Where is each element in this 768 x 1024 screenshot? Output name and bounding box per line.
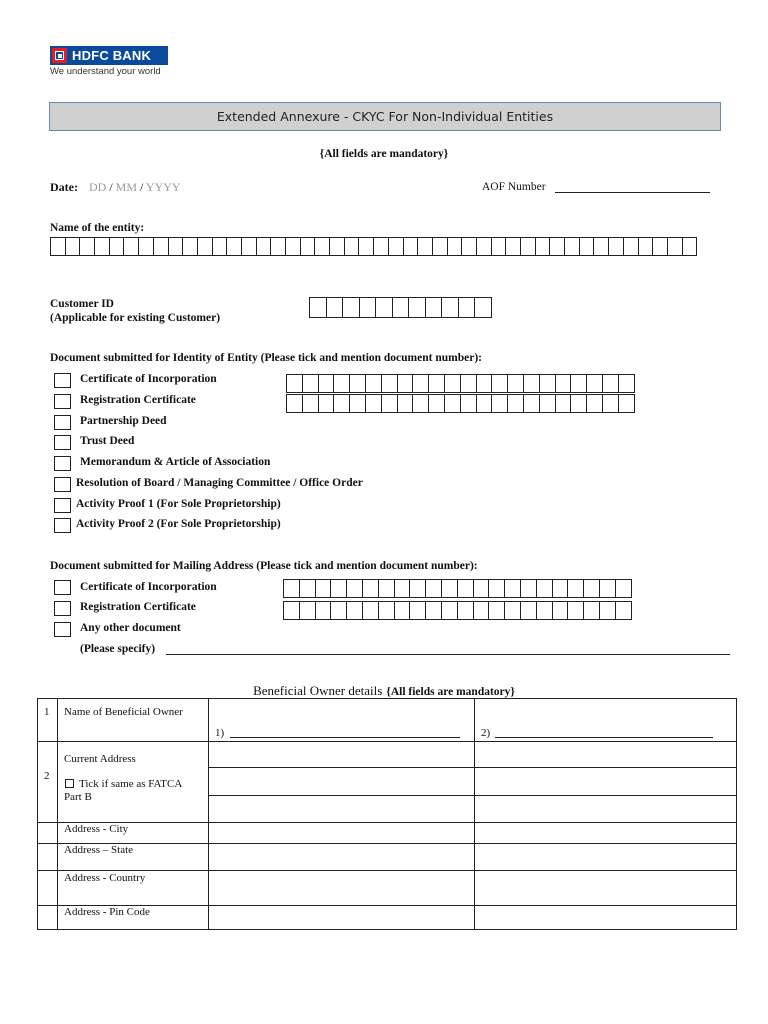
logo-brand-text: HDFC BANK (72, 48, 152, 63)
char-box[interactable] (394, 601, 411, 620)
char-box[interactable] (394, 579, 411, 598)
pin-code-label: Address - Pin Code (64, 906, 150, 918)
char-box[interactable] (342, 297, 360, 318)
char-box[interactable] (520, 237, 536, 256)
hdfc-logo (50, 46, 168, 65)
char-box[interactable] (362, 601, 379, 620)
char-box[interactable] (618, 394, 635, 413)
char-box[interactable] (615, 601, 632, 620)
char-box[interactable] (168, 237, 184, 256)
char-box[interactable] (197, 237, 213, 256)
char-box[interactable] (425, 297, 443, 318)
char-box[interactable] (552, 579, 569, 598)
identity-heading: Document submitted for Identity of Entity (Please tick and mention document number): (50, 352, 482, 364)
char-box[interactable] (344, 237, 360, 256)
char-box[interactable] (412, 374, 429, 393)
entity-name-boxes[interactable] (50, 237, 697, 256)
char-box[interactable] (473, 601, 490, 620)
please-specify-field[interactable] (166, 654, 730, 655)
mandatory-note: {All fields are mandatory} (319, 148, 449, 160)
checkbox-identity-trust[interactable] (54, 435, 71, 450)
checkbox-identity-incorporation[interactable] (54, 373, 71, 388)
char-box[interactable] (302, 374, 319, 393)
char-box[interactable] (314, 237, 330, 256)
char-box[interactable] (283, 601, 300, 620)
char-box[interactable] (299, 601, 316, 620)
char-box[interactable] (378, 579, 395, 598)
char-box[interactable] (535, 237, 551, 256)
mailing-heading: Document submitted for Mailing Address (Please tick and mention document number): (50, 560, 478, 572)
char-box[interactable] (567, 579, 584, 598)
logo-tagline: We understand your world (50, 66, 161, 77)
mailing-doc-number-boxes-1[interactable] (283, 579, 632, 598)
date-mm[interactable]: MM (115, 180, 138, 194)
row-1-number: 1 (44, 706, 50, 718)
char-box[interactable] (564, 237, 580, 256)
owner-1-prefix: 1) (215, 727, 225, 739)
option-mailing-incorporation: Certificate of Incorporation (80, 581, 217, 593)
char-box[interactable] (618, 374, 635, 393)
char-box[interactable] (460, 394, 477, 413)
identity-doc-number-boxes-2[interactable] (286, 394, 635, 413)
char-box[interactable] (504, 601, 521, 620)
char-box[interactable] (602, 374, 619, 393)
char-box[interactable] (299, 579, 316, 598)
beneficial-heading: Beneficial Owner details (253, 683, 383, 698)
form-title: Extended Annexure - CKYC For Non-Individual Entities (49, 102, 721, 131)
char-box[interactable] (428, 374, 445, 393)
char-box[interactable] (349, 394, 366, 413)
char-box[interactable] (444, 374, 461, 393)
char-box[interactable] (457, 579, 474, 598)
char-box[interactable] (444, 394, 461, 413)
checkbox-identity-resolution[interactable] (54, 477, 71, 492)
char-box[interactable] (315, 579, 332, 598)
char-box[interactable] (623, 237, 639, 256)
city-label: Address - City (64, 823, 129, 835)
char-box[interactable] (441, 579, 458, 598)
char-box[interactable] (579, 237, 595, 256)
char-box[interactable] (241, 237, 257, 256)
char-box[interactable] (682, 237, 698, 256)
option-identity-resolution: Resolution of Board / Managing Committee / Office Order (76, 477, 363, 489)
aof-label: AOF Number (482, 181, 546, 193)
char-box[interactable] (507, 374, 524, 393)
char-box[interactable] (138, 237, 154, 256)
char-box[interactable] (476, 374, 493, 393)
char-box[interactable] (109, 237, 125, 256)
char-box[interactable] (586, 394, 603, 413)
char-box[interactable] (488, 601, 505, 620)
char-box[interactable] (504, 579, 521, 598)
char-box[interactable] (473, 579, 490, 598)
date-sep-1: / (109, 180, 113, 194)
char-box[interactable] (536, 579, 553, 598)
owner-1-address-line-1[interactable] (209, 742, 473, 767)
char-box[interactable] (552, 601, 569, 620)
char-box[interactable] (457, 601, 474, 620)
char-box[interactable] (652, 237, 668, 256)
checkbox-identity-partnership[interactable] (54, 415, 71, 430)
identity-doc-number-boxes-1[interactable] (286, 374, 635, 393)
char-box[interactable] (381, 374, 398, 393)
char-box[interactable] (153, 237, 169, 256)
date-label: Date: (50, 180, 78, 194)
option-identity-registration: Registration Certificate (80, 394, 196, 406)
char-box[interactable] (315, 601, 332, 620)
option-identity-activity-1: Activity Proof 1 (For Sole Proprietorship) (76, 498, 281, 510)
char-box[interactable] (381, 394, 398, 413)
char-box[interactable] (555, 374, 572, 393)
char-box[interactable] (615, 579, 632, 598)
checkbox-identity-activity-2[interactable] (54, 518, 71, 533)
char-box[interactable] (409, 601, 426, 620)
char-box[interactable] (397, 394, 414, 413)
char-box[interactable] (330, 579, 347, 598)
char-box[interactable] (441, 601, 458, 620)
char-box[interactable] (539, 374, 556, 393)
char-box[interactable] (461, 237, 477, 256)
char-box[interactable] (476, 394, 493, 413)
char-box[interactable] (491, 237, 507, 256)
char-box[interactable] (409, 579, 426, 598)
char-box[interactable] (570, 394, 587, 413)
char-box[interactable] (392, 297, 410, 318)
date-sep-2: / (140, 180, 144, 194)
char-box[interactable] (359, 297, 377, 318)
char-box[interactable] (476, 237, 492, 256)
char-box[interactable] (505, 237, 521, 256)
checkbox-identity-memorandum[interactable] (54, 456, 71, 471)
char-box[interactable] (318, 394, 335, 413)
char-box[interactable] (555, 394, 572, 413)
char-box[interactable] (408, 297, 426, 318)
checkbox-mailing-registration[interactable] (54, 601, 71, 616)
mailing-doc-number-boxes-2[interactable] (283, 601, 632, 620)
fatca-same-label: Tick if same as FATCA Part B (64, 778, 182, 803)
char-box[interactable] (182, 237, 198, 256)
char-box[interactable] (432, 237, 448, 256)
char-box[interactable] (507, 394, 524, 413)
option-identity-activity-2: Activity Proof 2 (For Sole Proprietorship) (76, 518, 281, 530)
option-mailing-other: Any other document (80, 622, 181, 634)
beneficial-mandatory-note: {All fields are mandatory} (386, 686, 515, 698)
char-box[interactable] (602, 394, 619, 413)
char-box[interactable] (570, 374, 587, 393)
char-box[interactable] (549, 237, 565, 256)
char-box[interactable] (50, 237, 66, 256)
char-box[interactable] (474, 297, 492, 318)
char-box[interactable] (286, 374, 303, 393)
char-box[interactable] (330, 601, 347, 620)
char-box[interactable] (333, 374, 350, 393)
owner-1-name-field[interactable] (230, 737, 460, 738)
char-box[interactable] (212, 237, 228, 256)
char-box[interactable] (285, 237, 301, 256)
char-box[interactable] (583, 579, 600, 598)
char-box[interactable] (302, 394, 319, 413)
char-box[interactable] (599, 601, 616, 620)
char-box[interactable] (388, 237, 404, 256)
char-box[interactable] (123, 237, 139, 256)
row-1-label: Name of Beneficial Owner (64, 706, 183, 718)
char-box[interactable] (583, 601, 600, 620)
char-box[interactable] (428, 394, 445, 413)
char-box[interactable] (349, 374, 366, 393)
char-box[interactable] (567, 601, 584, 620)
owner-2-name-field[interactable] (495, 737, 713, 738)
char-box[interactable] (333, 394, 350, 413)
checkbox-identity-registration[interactable] (54, 394, 71, 409)
char-box[interactable] (523, 394, 540, 413)
char-box[interactable] (491, 374, 508, 393)
char-box[interactable] (309, 297, 327, 318)
option-identity-partnership: Partnership Deed (80, 415, 167, 427)
char-box[interactable] (365, 374, 382, 393)
char-box[interactable] (599, 579, 616, 598)
char-box[interactable] (65, 237, 81, 256)
char-box[interactable] (326, 297, 344, 318)
char-box[interactable] (441, 297, 459, 318)
country-label: Address - Country (64, 872, 146, 884)
checkbox-mailing-other[interactable] (54, 622, 71, 637)
row-2-number: 2 (44, 770, 50, 782)
customer-id-boxes[interactable] (309, 297, 492, 318)
char-box[interactable] (593, 237, 609, 256)
option-identity-incorporation: Certificate of Incorporation (80, 373, 217, 385)
char-box[interactable] (425, 601, 442, 620)
char-box[interactable] (286, 394, 303, 413)
option-mailing-registration: Registration Certificate (80, 601, 196, 613)
char-box[interactable] (358, 237, 374, 256)
char-box[interactable] (403, 237, 419, 256)
char-box[interactable] (346, 579, 363, 598)
char-box[interactable] (365, 394, 382, 413)
entity-name-label: Name of the entity: (50, 222, 145, 234)
char-box[interactable] (226, 237, 242, 256)
char-box[interactable] (638, 237, 654, 256)
char-box[interactable] (536, 601, 553, 620)
owner-2-prefix: 2) (481, 727, 491, 739)
char-box[interactable] (520, 601, 537, 620)
char-box[interactable] (586, 374, 603, 393)
aof-number-field[interactable] (555, 192, 710, 193)
char-box[interactable] (329, 237, 345, 256)
owner-2-address-line-1[interactable] (475, 742, 735, 767)
hdfc-logo-mark-icon (52, 48, 67, 63)
checkbox-mailing-incorporation[interactable] (54, 580, 71, 595)
char-box[interactable] (346, 601, 363, 620)
date-row (50, 180, 181, 195)
char-box[interactable] (608, 237, 624, 256)
char-box[interactable] (375, 297, 393, 318)
date-dd[interactable]: DD (88, 180, 107, 194)
char-box[interactable] (523, 374, 540, 393)
beneficial-owner-table (37, 698, 737, 930)
char-box[interactable] (447, 237, 463, 256)
char-box[interactable] (318, 374, 335, 393)
char-box[interactable] (667, 237, 683, 256)
char-box[interactable] (425, 579, 442, 598)
char-box[interactable] (417, 237, 433, 256)
char-box[interactable] (300, 237, 316, 256)
char-box[interactable] (270, 237, 286, 256)
char-box[interactable] (458, 297, 476, 318)
char-box[interactable] (256, 237, 272, 256)
char-box[interactable] (539, 394, 556, 413)
option-identity-trust: Trust Deed (80, 435, 135, 447)
char-box[interactable] (412, 394, 429, 413)
char-box[interactable] (79, 237, 95, 256)
char-box[interactable] (283, 579, 300, 598)
char-box[interactable] (460, 374, 477, 393)
row-2-label: Current Address (64, 753, 136, 765)
char-box[interactable] (94, 237, 110, 256)
checkbox-identity-activity-1[interactable] (54, 498, 71, 513)
date-yyyy[interactable]: YYYY (145, 180, 181, 194)
char-box[interactable] (488, 579, 505, 598)
char-box[interactable] (378, 601, 395, 620)
option-identity-memorandum: Memorandum & Article of Association (80, 456, 271, 468)
char-box[interactable] (362, 579, 379, 598)
customer-id-label: Customer ID (50, 298, 114, 310)
char-box[interactable] (373, 237, 389, 256)
char-box[interactable] (520, 579, 537, 598)
customer-id-note: (Applicable for existing Customer) (50, 312, 221, 324)
char-box[interactable] (397, 374, 414, 393)
state-label: Address – State (64, 844, 134, 856)
please-specify-label: (Please specify) (80, 643, 156, 655)
char-box[interactable] (491, 394, 508, 413)
